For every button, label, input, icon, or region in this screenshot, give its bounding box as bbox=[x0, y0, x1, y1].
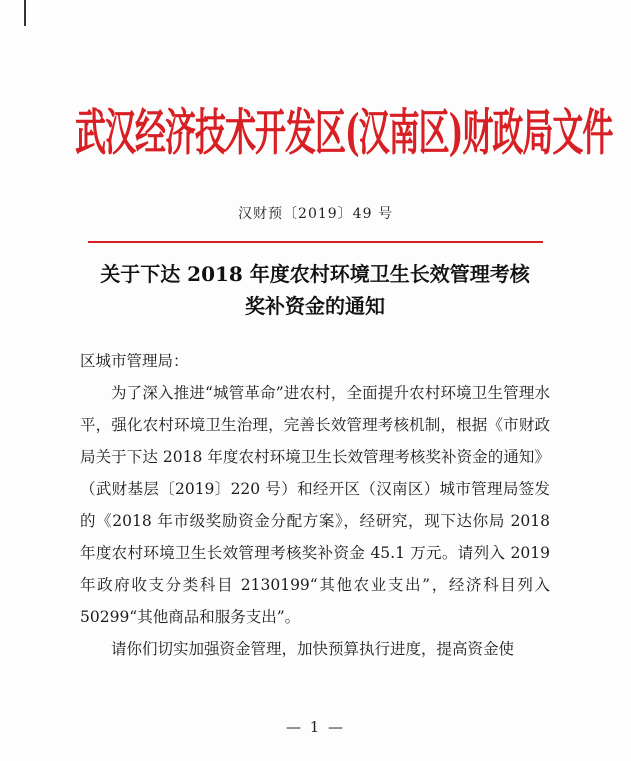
notice-body bbox=[80, 345, 550, 665]
body-paragraph-2: 请你们切实加强资金管理，加快预算执行进度，提高资金使 bbox=[111, 640, 515, 658]
scan-edge-line bbox=[24, 0, 26, 26]
notice-title-line-1: 关于下达 2018 年度农村环境卫生长效管理考核 bbox=[100, 262, 530, 286]
red-divider-line bbox=[88, 241, 543, 243]
document-number: 汉财预〔2019〕49 号 bbox=[238, 206, 393, 222]
body-paragraph-1: 为了深入推进“城管革命”进农村，全面提升农村环境卫生管理水平，强化农村环境卫生治理，完善长效管理考核机制，根据《市财政局关于下达 2018 年度农村环境卫生长效管理考核奖补资金的通知》（武财基层〔2019〕220 号）和经开区（汉南区）城市管理局签发的《2018 年市级奖励资金分配方案》，经研究，现下达你局 2018 年度农村环境卫生长效管理考核奖补资金 45.1 万元。请列入 2019 年政府收支分类科目 2130199“其他农业支出”，经济科目列入 50299“其他商品和服务支出”。 bbox=[80, 384, 550, 626]
salutation: 区城市管理局： bbox=[80, 352, 189, 370]
notice-title-line-2: 奖补资金的通知 bbox=[245, 294, 385, 318]
notice-title bbox=[60, 258, 570, 322]
document-header-title: 武汉经济技术开发区(汉南区)财政局文件 bbox=[75, 104, 613, 163]
page-number: — 1 — bbox=[285, 718, 346, 736]
